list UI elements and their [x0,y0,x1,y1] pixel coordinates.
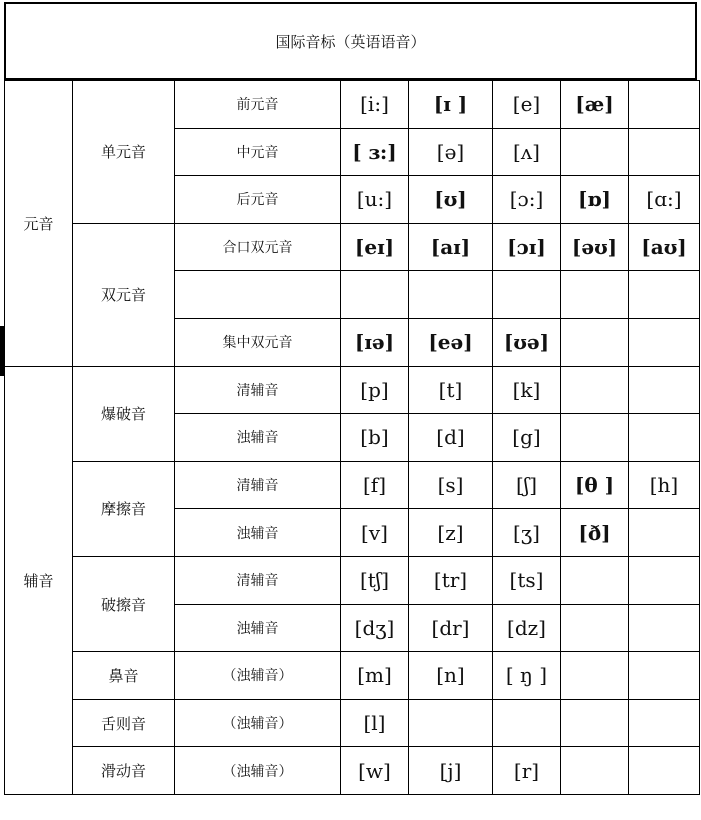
symbol-cell: [n] [409,652,493,700]
symbol-cell: [dz] [493,604,561,652]
group-diphthong: 双元音 [73,223,175,366]
row-kind: 清辅音 [175,461,341,509]
symbol-cell: [ts] [493,556,561,604]
row-kind: 浊辅音 [175,414,341,462]
symbol-cell [561,414,629,462]
symbol-cell [409,699,493,747]
symbol-cell: [eɪ] [341,223,409,271]
symbol-cell: [ɑ:] [629,176,700,224]
row-kind: 后元音 [175,176,341,224]
symbol-cell: [ɪ ] [409,81,493,129]
row-kind: （浊辅音） [175,652,341,700]
table-row [5,652,700,700]
symbol-cell [561,604,629,652]
symbol-cell: [ɔ:] [493,176,561,224]
symbol-cell: [ʒ] [493,509,561,557]
row-kind: 合口双元音 [175,223,341,271]
symbol-cell [561,128,629,176]
table-row [5,556,700,604]
symbol-cell: [m] [341,652,409,700]
group-affricate: 破擦音 [73,556,175,651]
symbol-cell [629,652,700,700]
symbol-cell [629,128,700,176]
symbol-cell: [ ɜ:] [341,128,409,176]
symbol-cell: [f] [341,461,409,509]
symbol-cell: [j] [409,747,493,795]
group-fricative: 摩擦音 [73,461,175,556]
symbol-cell [561,699,629,747]
row-kind: 前元音 [175,81,341,129]
symbol-cell: [ʊ] [409,176,493,224]
group-nasal: 鼻音 [73,652,175,700]
symbol-cell: [i:] [341,81,409,129]
symbol-cell: [aʊ] [629,223,700,271]
symbol-cell: [t] [409,366,493,414]
group-glide: 滑动音 [73,747,175,795]
symbol-cell: [əʊ] [561,223,629,271]
symbol-cell: [p] [341,366,409,414]
symbol-cell [561,556,629,604]
symbol-cell: [z] [409,509,493,557]
row-kind: （浊辅音） [175,747,341,795]
symbol-cell: [v] [341,509,409,557]
symbol-cell: [eə] [409,318,493,366]
symbol-cell: [tr] [409,556,493,604]
row-kind: （浊辅音） [175,699,341,747]
symbol-cell [561,366,629,414]
symbol-cell [493,699,561,747]
symbol-cell: [ ŋ ] [493,652,561,700]
row-kind: 集中双元音 [175,318,341,366]
symbol-cell [341,271,409,319]
symbol-cell: [ɔɪ] [493,223,561,271]
table-row [5,461,700,509]
table-row [5,747,700,795]
group-plosive: 爆破音 [73,366,175,461]
symbol-cell: [ʃ] [493,461,561,509]
symbol-cell [629,747,700,795]
symbol-cell [629,81,700,129]
symbol-cell [629,556,700,604]
symbol-cell: [g] [493,414,561,462]
symbol-cell [629,318,700,366]
symbol-cell: [b] [341,414,409,462]
table-row [5,699,700,747]
symbol-cell: [ɪə] [341,318,409,366]
symbol-cell [629,509,700,557]
symbol-cell: [w] [341,747,409,795]
symbol-cell: [ə] [409,128,493,176]
category-consonants: 辅音 [5,366,73,794]
symbol-cell: [dʒ] [341,604,409,652]
symbol-cell [629,366,700,414]
row-kind: 清辅音 [175,366,341,414]
table-row [5,81,700,129]
symbol-cell: [r] [493,747,561,795]
symbol-cell [561,318,629,366]
group-lateral: 舌则音 [73,699,175,747]
symbol-cell: [l] [341,699,409,747]
symbol-cell [629,271,700,319]
category-vowels: 元音 [5,81,73,367]
symbol-cell: [d] [409,414,493,462]
row-kind: 清辅音 [175,556,341,604]
symbol-cell: [ð] [561,509,629,557]
symbol-cell [561,271,629,319]
symbol-cell: [e] [493,81,561,129]
symbol-cell [409,271,493,319]
group-monophthong: 单元音 [73,81,175,224]
symbol-cell [561,652,629,700]
ipa-table [4,80,700,795]
symbol-cell: [θ ] [561,461,629,509]
symbol-cell [629,699,700,747]
symbol-cell: [k] [493,366,561,414]
symbol-cell: [ɒ] [561,176,629,224]
symbol-cell: [aɪ] [409,223,493,271]
symbol-cell: [tʃ] [341,556,409,604]
symbol-cell: [u:] [341,176,409,224]
symbol-cell: [ʊə] [493,318,561,366]
row-kind [175,271,341,319]
symbol-cell: [dr] [409,604,493,652]
table-title: 国际音标（英语语音） [4,2,697,80]
symbol-cell: [ʌ] [493,128,561,176]
table-row [5,366,700,414]
symbol-cell: [s] [409,461,493,509]
symbol-cell: [h] [629,461,700,509]
table-row [5,223,700,271]
symbol-cell: [æ] [561,81,629,129]
symbol-cell [629,604,700,652]
row-kind: 中元音 [175,128,341,176]
symbol-cell [493,271,561,319]
row-kind: 浊辅音 [175,509,341,557]
symbol-cell [629,414,700,462]
symbol-cell [561,747,629,795]
row-kind: 浊辅音 [175,604,341,652]
